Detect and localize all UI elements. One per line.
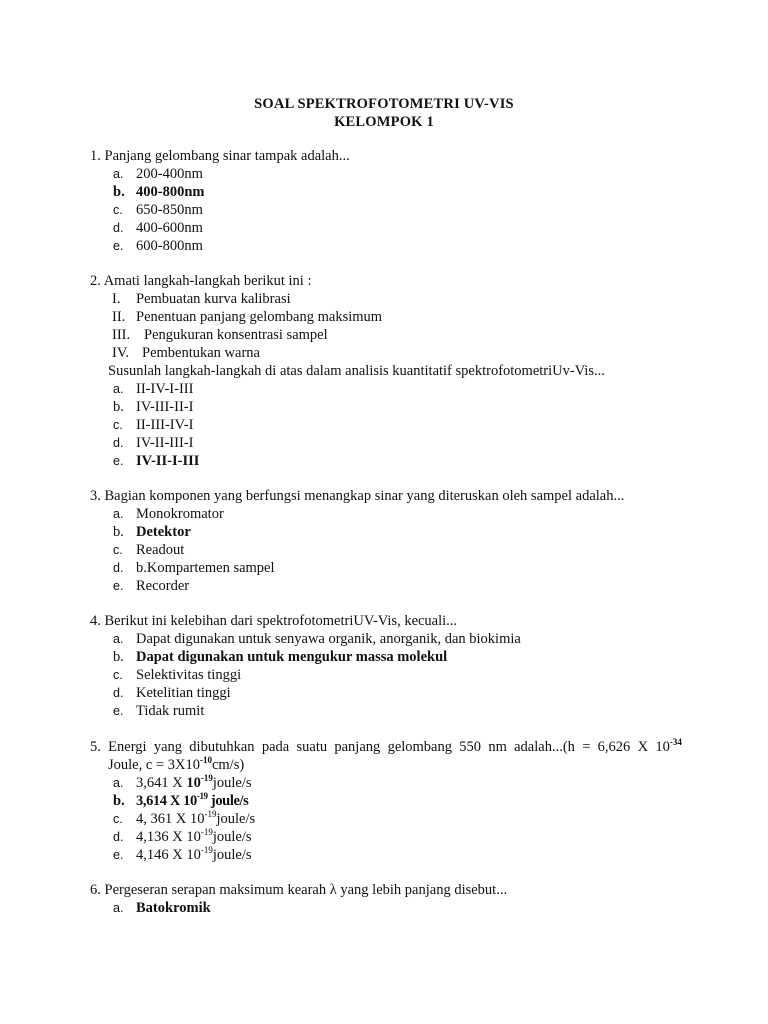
question-2-option-e-answer: [90, 452, 690, 470]
option-label: d.: [113, 221, 124, 235]
question-2-step-2: [90, 308, 690, 326]
question-6: [90, 881, 690, 917]
question-4-option-e: [90, 702, 690, 720]
stem-word: adalah...(h: [514, 739, 575, 755]
option-mantissa: 4,136 X: [136, 829, 187, 845]
option-unit: joule/s: [212, 829, 252, 845]
option-text: [136, 846, 252, 864]
question-2-step-1: [90, 290, 690, 308]
option-label: e.: [113, 239, 124, 253]
question-number: 5.: [90, 739, 101, 755]
question-4-option-b-answer: [90, 648, 690, 666]
question-2-instruction: Susunlah langkah-langkah di atas dalam analisis kuantitatif spektrofotometriUv-Vis...: [108, 363, 605, 379]
option-mantissa: 4, 361 X: [136, 811, 190, 827]
option-label: c.: [113, 418, 123, 432]
stem-word: yang: [153, 739, 183, 755]
question-2: [90, 272, 690, 470]
option-base: 10: [183, 793, 197, 809]
option-text: [136, 792, 248, 810]
option-label: e.: [113, 579, 124, 593]
option-mantissa: 4,146 X: [136, 847, 187, 863]
stem-word: panjang: [334, 739, 381, 755]
option-text: 200-400nm: [136, 166, 203, 182]
stem-text: Joule, c = 3X10: [108, 757, 200, 773]
question-3-option-d: [90, 559, 690, 577]
option-text: 400-600nm: [136, 220, 203, 236]
question-6-option-a-answer: [90, 899, 690, 917]
stem-word: nm: [488, 739, 507, 755]
stem-word: 6,626: [597, 739, 631, 755]
question-2-option-b: [90, 398, 690, 416]
question-2-step-3: [90, 326, 690, 344]
question-2-step-4: [90, 344, 690, 362]
option-text: Detektor: [136, 524, 191, 540]
option-text: Readout: [136, 542, 185, 558]
option-label: c.: [113, 812, 123, 826]
option-text: Dapat digunakan untuk senyawa organik, anorganik, dan biokimia: [136, 631, 521, 647]
option-text: Batokromik: [136, 900, 211, 916]
option-label: a.: [113, 632, 124, 646]
question-5-option-a: [90, 774, 690, 792]
option-label: d.: [113, 686, 124, 700]
option-label: b.: [113, 649, 124, 665]
step-label: IV.: [112, 345, 130, 361]
option-text: IV-II-I-III: [136, 453, 200, 469]
stem-word: pada: [261, 739, 290, 755]
step-text: Pembentukan warna: [142, 345, 260, 361]
question-4-option-c: [90, 666, 690, 684]
stem-word: 550: [459, 739, 482, 755]
option-text: Monokromator: [136, 506, 224, 522]
option-label: a.: [113, 382, 124, 396]
option-label: c.: [113, 543, 123, 557]
document-subtitle: KELOMPOK 1: [334, 114, 434, 130]
stem-word: Energi: [108, 739, 147, 755]
question-6-stem: 6. Pergeseran serapan maksimum kearah λ yang lebih panjang disebut...: [90, 882, 508, 898]
stem-word: 10: [655, 739, 670, 755]
question-2-stem: 2. Amati langkah-langkah berikut ini :: [90, 273, 312, 289]
option-text: [136, 810, 255, 828]
stem-word: =: [582, 739, 591, 755]
option-text: Tidak rumit: [136, 703, 205, 719]
option-label: e.: [113, 454, 124, 468]
option-label: b.: [113, 399, 124, 415]
question-3-option-e: [90, 577, 690, 595]
option-mantissa: 3,641 X: [136, 775, 187, 791]
option-label: b.: [113, 184, 125, 200]
question-3-stem: 3. Bagian komponen yang berfungsi menangkap sinar yang diteruskan oleh sampel adalah...: [90, 488, 625, 504]
question-4-option-a: [90, 630, 690, 648]
question-1-option-a: [90, 165, 690, 183]
step-label: II.: [112, 309, 126, 325]
question-1-option-e: [90, 237, 690, 255]
question-2-option-c: [90, 416, 690, 434]
option-unit: joule/s: [207, 793, 249, 809]
question-4: [90, 612, 690, 720]
question-5-option-d: [90, 828, 690, 846]
option-text: Recorder: [136, 578, 190, 594]
option-mantissa: 3,614 X: [136, 793, 184, 809]
step-label: I.: [112, 291, 121, 307]
stem-word: gelombang: [387, 739, 452, 755]
question-3-option-a: [90, 505, 690, 523]
option-text: Ketelitian tinggi: [136, 685, 231, 701]
option-label: d.: [113, 436, 124, 450]
planck-power: [655, 738, 682, 756]
option-base: 10: [186, 829, 201, 845]
step-text: Pembuatan kurva kalibrasi: [136, 291, 291, 307]
exponent: -19: [200, 773, 213, 783]
option-text: II-IV-I-III: [136, 381, 194, 397]
exponent: -19: [200, 845, 213, 855]
option-label: d.: [113, 830, 124, 844]
step-label: III.: [112, 327, 131, 343]
question-1-stem: 1. Panjang gelombang sinar tampak adalah...: [90, 148, 350, 164]
option-text: 400-800nm: [136, 184, 205, 200]
question-2-option-a: [90, 380, 690, 398]
exponent: -19: [204, 809, 217, 819]
option-label: b.: [113, 793, 125, 809]
option-label: b.: [113, 524, 124, 540]
question-2-option-d: [90, 434, 690, 452]
step-text: Penentuan panjang gelombang maksimum: [136, 309, 383, 325]
question-1: [90, 147, 690, 255]
document-title: SOAL SPEKTROFOTOMETRI UV-VIS: [254, 96, 514, 112]
option-text: b.Kompartemen sampel: [136, 560, 275, 576]
question-5-option-b-answer: [90, 792, 690, 810]
stem-text: cm/s): [211, 757, 245, 773]
question-1-option-d: [90, 219, 690, 237]
option-text: Dapat digunakan untuk mengukur massa molekul: [136, 649, 448, 665]
option-base: 10: [186, 847, 201, 863]
option-text: [136, 774, 252, 792]
question-3-option-c: [90, 541, 690, 559]
question-5-option-c: [90, 810, 690, 828]
question-3-option-b-answer: [90, 523, 690, 541]
question-1-option-c: [90, 201, 690, 219]
option-label: c.: [113, 203, 123, 217]
question-3: [90, 487, 690, 595]
question-1-option-b-answer: [90, 183, 690, 201]
stem-word: X: [637, 739, 649, 755]
option-label: d.: [113, 561, 124, 575]
question-4-stem: 4. Berikut ini kelebihan dari spektrofotometriUV-Vis, kecuali...: [90, 613, 458, 629]
option-label: a.: [113, 507, 124, 521]
exponent: -34: [669, 737, 682, 747]
option-text: 600-800nm: [136, 238, 203, 254]
option-text: [136, 828, 252, 846]
option-text: IV-II-III-I: [136, 435, 194, 451]
option-unit: joule/s: [212, 775, 252, 791]
option-label: e.: [113, 848, 124, 862]
question-5-stem-line-1: [90, 738, 682, 756]
stem-word: suatu: [296, 739, 328, 755]
question-4-option-d: [90, 684, 690, 702]
option-base: 10: [186, 775, 201, 791]
question-5: [90, 738, 690, 864]
option-text: II-III-IV-I: [136, 417, 194, 433]
option-label: e.: [113, 704, 124, 718]
option-label: a.: [113, 776, 124, 790]
question-5-option-e: [90, 846, 690, 864]
option-unit: joule/s: [216, 811, 256, 827]
option-label: a.: [113, 167, 124, 181]
exponent: -19: [196, 791, 208, 801]
exponent: -10: [199, 755, 212, 765]
option-text: Selektivitas tinggi: [136, 667, 242, 683]
exponent: -19: [200, 827, 213, 837]
question-5-stem-line-2: [90, 756, 690, 774]
option-text: 650-850nm: [136, 202, 203, 218]
option-unit: joule/s: [212, 847, 252, 863]
option-text: IV-III-II-I: [136, 399, 194, 415]
option-base: 10: [189, 811, 205, 827]
option-label: c.: [113, 668, 123, 682]
step-text: Pengukuran konsentrasi sampel: [144, 327, 328, 343]
option-label: a.: [113, 901, 124, 915]
stem-word: dibutuhkan: [189, 739, 255, 755]
